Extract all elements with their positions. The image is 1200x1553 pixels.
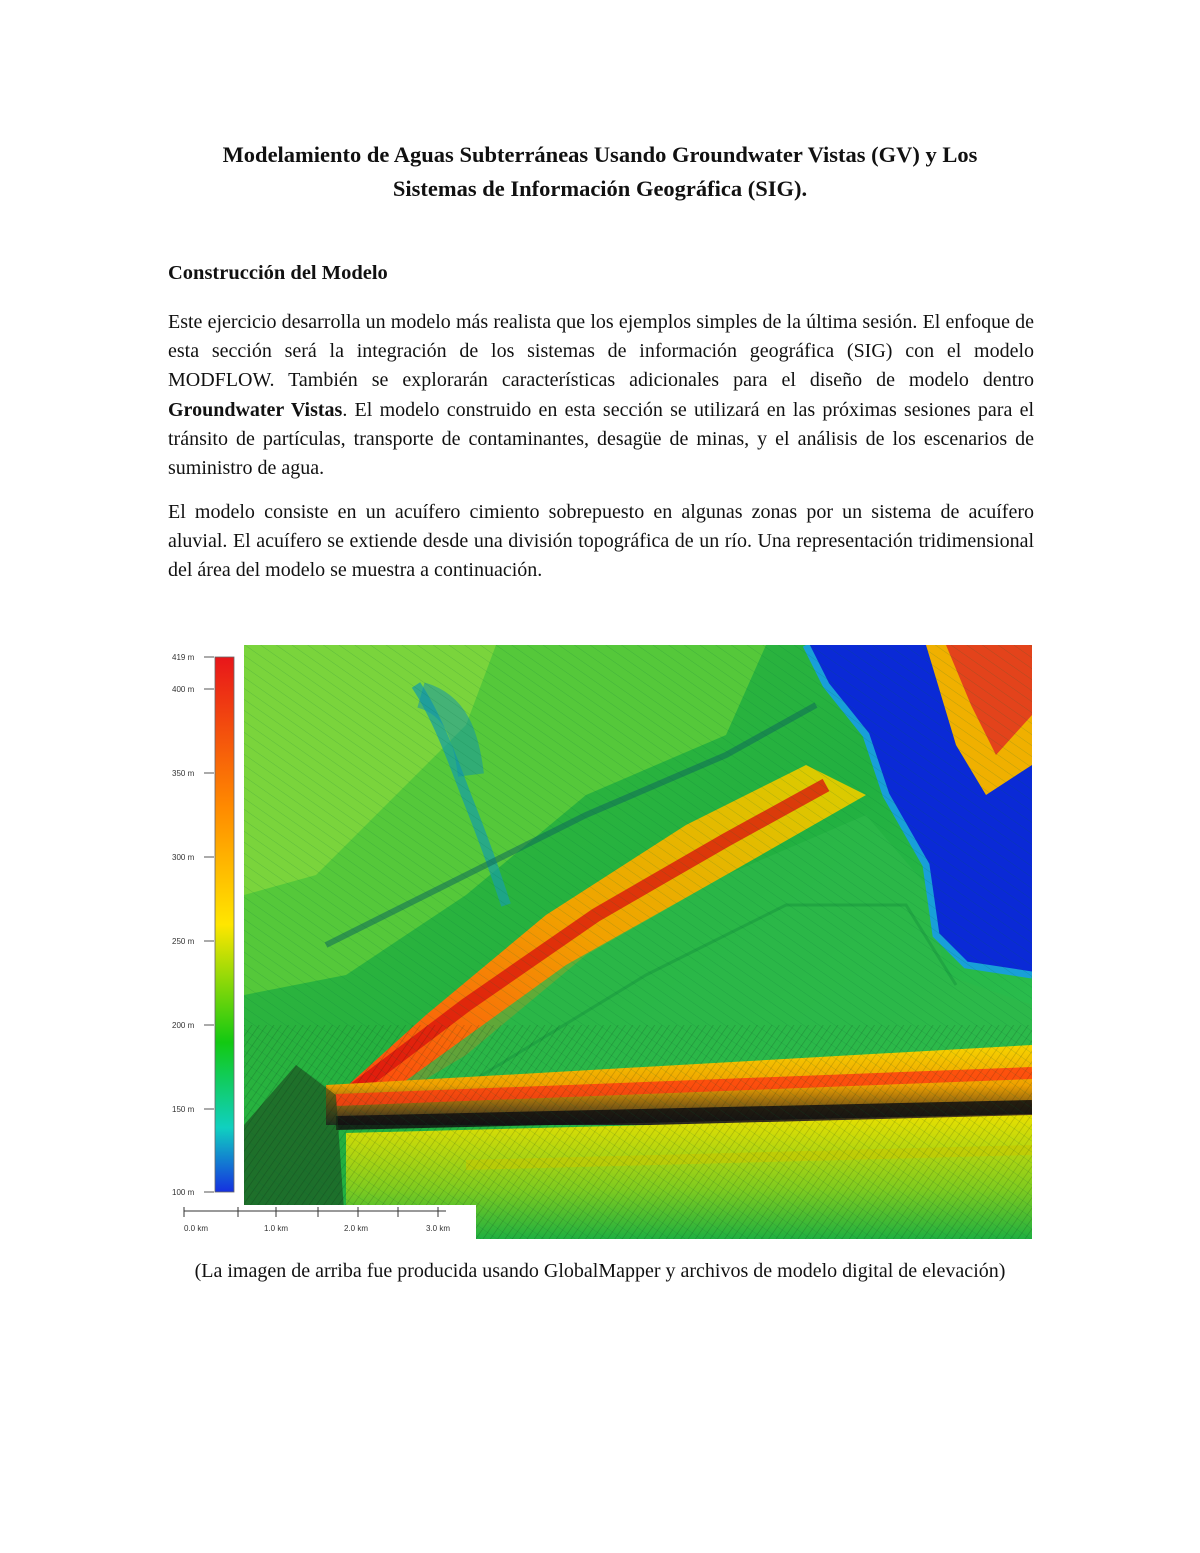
legend-label-400: 400 m <box>172 685 195 694</box>
elevation-map-figure <box>166 645 1032 1239</box>
scale-bar <box>166 1205 476 1239</box>
scale-label-0: 0.0 km <box>184 1224 209 1233</box>
paragraph-1-text-b: . El modelo construido en esta sección se utilizará en las próximas sesiones para el tránsito de partículas, transporte de contaminantes, desagüe de minas, y el análisis de los escenarios de suministro de agua. <box>168 398 1035 480</box>
scale-label-3: 3.0 km <box>426 1224 451 1233</box>
paragraph-1-bold: Groundwater Vistas <box>168 398 343 421</box>
terrain-map <box>244 645 1032 1239</box>
section-heading: Construcción del Modelo <box>168 262 388 284</box>
paragraph-1 <box>168 308 1034 483</box>
legend-label-200: 200 m <box>172 1021 195 1030</box>
elevation-map-svg <box>166 645 1032 1239</box>
title-line-1: Modelamiento de Aguas Subterráneas Usando Groundwater Vistas (GV) y Los <box>222 142 978 167</box>
legend-label-300: 300 m <box>172 853 195 862</box>
paragraph-1-text-a: Este ejercicio desarrolla un modelo más realista que los ejemplos simples de la última sesión. El enfoque de esta sección será la integración de los sistemas de información geográfica (SIG) con el modelo MODFLOW. También se explorarán características adicionales para el diseño de modelo dentro <box>168 311 1034 392</box>
legend-label-150: 150 m <box>172 1105 195 1114</box>
elevation-color-ramp <box>215 657 234 1192</box>
document-title <box>160 138 1040 206</box>
figure-caption: (La imagen de arriba fue producida usando GlobalMapper y archivos de modelo digital de elevación) <box>194 1260 1006 1282</box>
scale-label-2: 2.0 km <box>344 1224 369 1233</box>
paragraph-2: El modelo consiste en un acuífero cimiento sobrepuesto en algunas zonas por un sistema de acuífero aluvial. El acuífero se extiende desde una división topográfica de un río. Una representación tridimensional del área del modelo se muestra a continuación. <box>168 501 1034 582</box>
legend-label-350: 350 m <box>172 769 195 778</box>
legend-label-100: 100 m <box>172 1188 195 1197</box>
scale-label-1: 1.0 km <box>264 1224 289 1233</box>
legend-label-419: 419 m <box>172 653 195 662</box>
legend-label-250: 250 m <box>172 937 195 946</box>
title-line-2: Sistemas de Información Geográfica (SIG). <box>392 176 808 201</box>
